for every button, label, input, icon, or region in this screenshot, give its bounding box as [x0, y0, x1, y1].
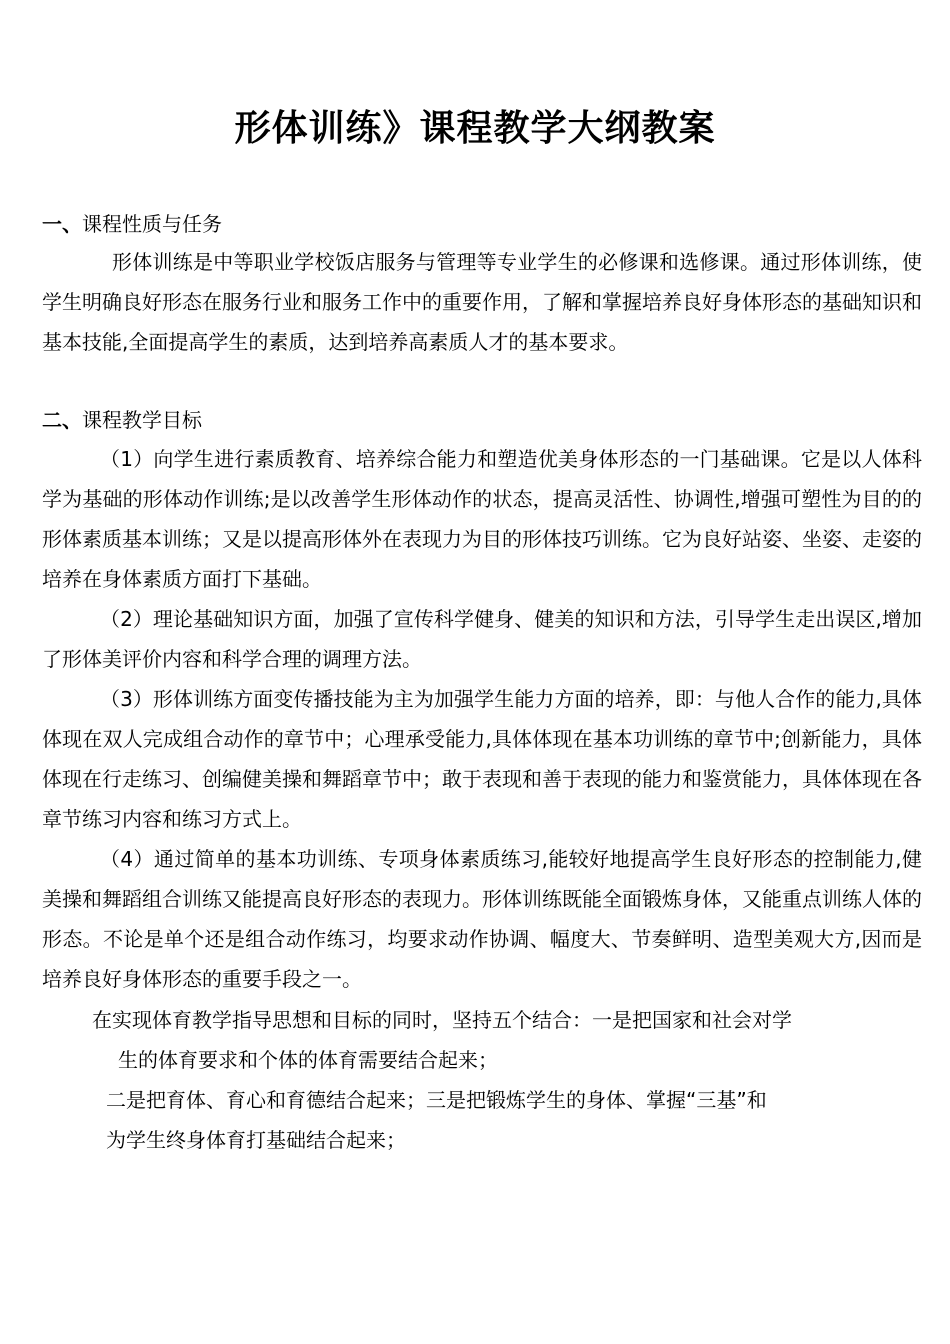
closing-line-1: 在实现体育教学指导思想和目标的同时，坚持五个结合：一是把国家和社会对学: [92, 1008, 792, 1032]
section-heading-text: 课程性质与任务: [82, 212, 222, 236]
section-heading-nature: [42, 208, 222, 237]
paragraph-nature: 形体训练是中等职业学校饭店服务与管理等专业学生的必修课和选修课。通过形体训练，使学生明确良好形态在服务行业和服务工作中的重要作用，了解和掌握培养良好身体形态的基础知识和基本技能,全面提高学生的素质，达到培养高素质人才的基本要求。: [42, 250, 922, 354]
section-heading-text: 课程教学目标: [82, 408, 202, 432]
goal-item-1: （1）向学生进行素质教育、培养综合能力和塑造优美身体形态的一门基础课。它是以人体科学为基础的形体动作训练;是以改善学生形体动作的状态，提高灵活性、协调性,增强可塑性为目的的形体素质基本训练；又是以提高形体外在表现力为目的形体技巧训练。它为良好站姿、坐姿、走姿的培养在身体素质方面打下基础。: [42, 447, 922, 591]
goal-item-3: （3）形体训练方面变传播技能为主为加强学生能力方面的培养，即：与他人合作的能力,具体体现在双人完成组合动作的章节中；心理承受能力,具体体现在基本功训练的章节中;创新能力，具体体现在行走练习、创编健美操和舞蹈章节中；敢于表现和善于表现的能力和鉴赏能力，具体体现在各章节练习内容和练习方式上。: [42, 687, 922, 831]
closing-line-4: 为学生终身体育打基础结合起来；: [106, 1128, 406, 1152]
closing-line-3: 二是把育体、育心和育德结合起来；三是把锻炼学生的身体、掌握“三基”和: [106, 1088, 767, 1112]
goal-item-4: （4）通过简单的基本功训练、专项身体素质练习,能较好地提高学生良好形态的控制能力,健美操和舞蹈组合训练又能提高良好形态的表现力。形体训练既能全面锻炼身体，又能重点训练人体的形态。不论是单个还是组合动作练习，均要求动作协调、幅度大、节奏鲜明、造型美观大方,因而是培养良好身体形态的重要手段之一。: [42, 847, 922, 991]
section-heading-goals: [42, 404, 202, 433]
goal-item-2: （2）理论基础知识方面，加强了宣传科学健身、健美的知识和方法，引导学生走出误区,增加了形体美评价内容和科学合理的调理方法。: [42, 607, 922, 671]
closing-line-2: 生的体育要求和个体的体育需要结合起来；: [118, 1048, 498, 1072]
section-number: 二、: [42, 408, 82, 432]
document-title: 形体训练》课程教学大纲教案: [234, 108, 716, 149]
section-number: 一、: [42, 212, 82, 236]
